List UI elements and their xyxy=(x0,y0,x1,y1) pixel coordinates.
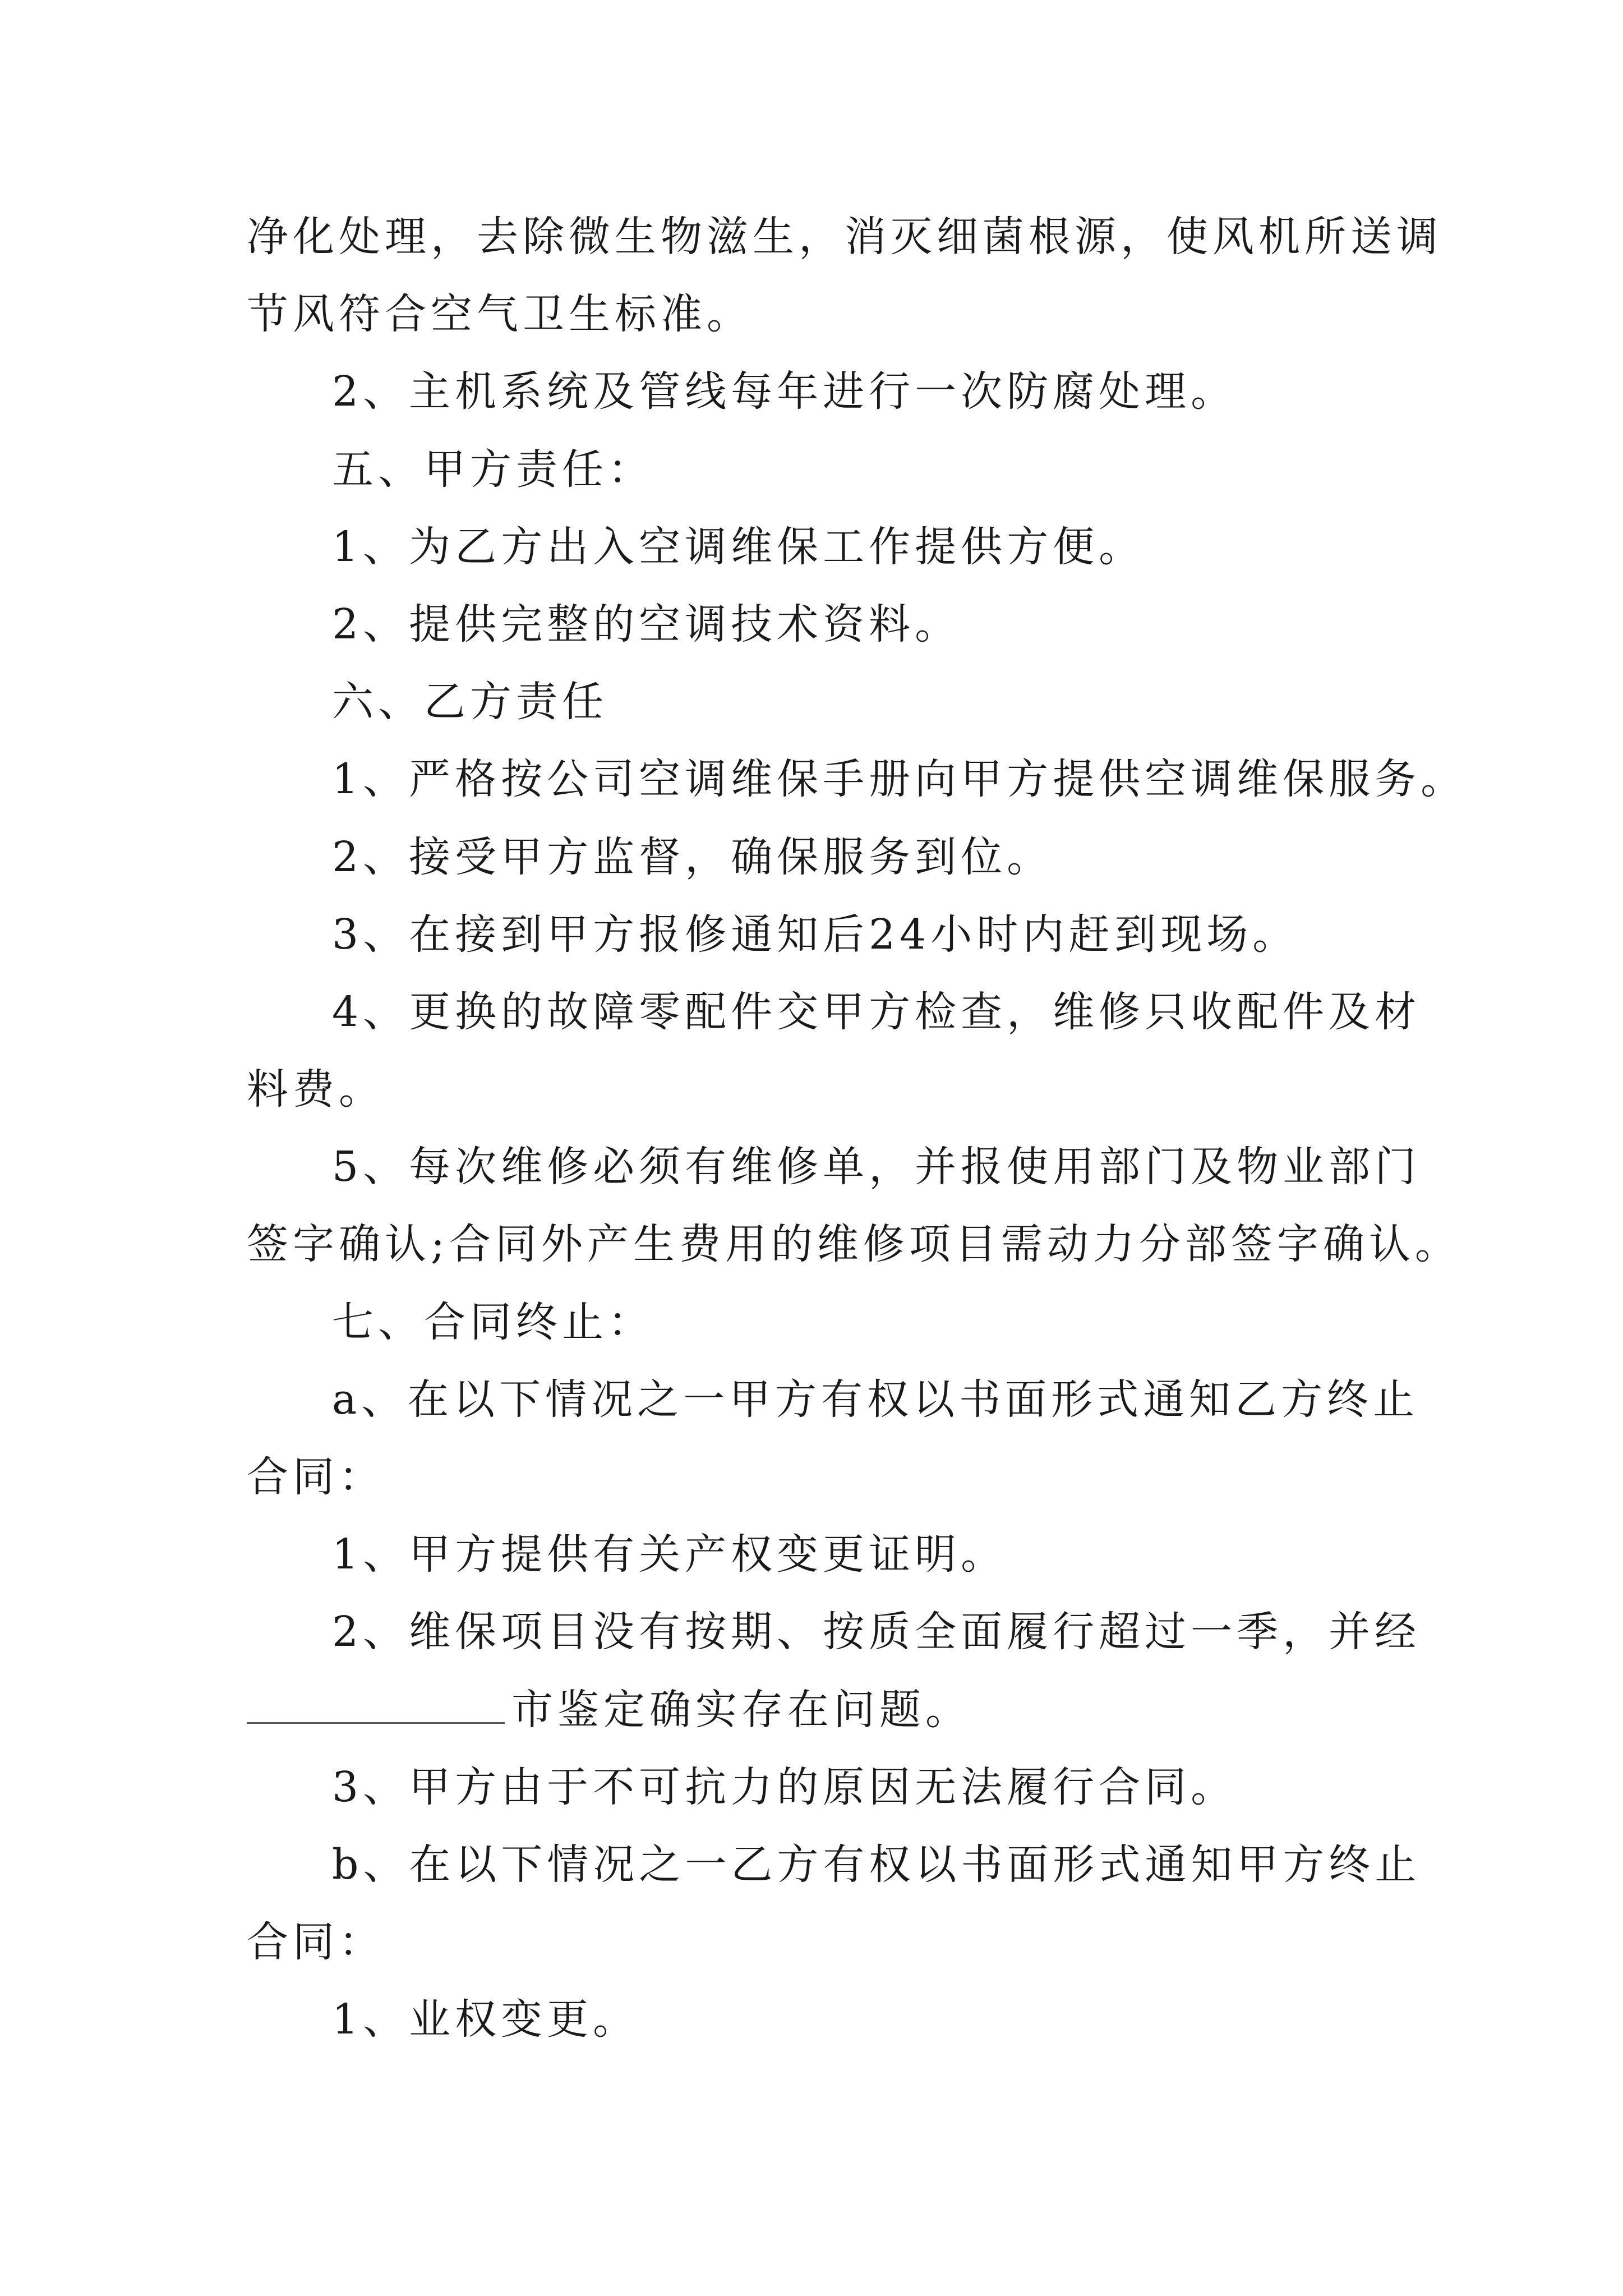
text-line: 2、提供完整的空调技术资料。 xyxy=(332,600,961,648)
text-line: 2、维保项目没有按期、按质全面履行超过一季，并经 xyxy=(332,1608,1421,1656)
section-heading: 六、乙方责任 xyxy=(332,678,608,726)
text-line: 市鉴定确实存在问题。 xyxy=(511,1686,971,1734)
text-line-with-blank xyxy=(247,1682,971,1738)
fill-in-blank xyxy=(247,1688,505,1724)
text-line: 合同： xyxy=(247,1918,385,1966)
text-line: 3、在接到甲方报修通知后24小时内赶到现场。 xyxy=(332,910,1299,959)
text-line: 料费。 xyxy=(247,1065,385,1114)
text-line: 合同： xyxy=(247,1453,385,1501)
text-line: 节风符合空气卫生标准。 xyxy=(247,290,753,338)
text-line: 2、主机系统及管线每年进行一次防腐处理。 xyxy=(332,367,1237,416)
text-line: a、在以下情况之一甲方有权以书面形式通知乙方终止 xyxy=(332,1375,1419,1424)
text-line: 1、严格按公司空调维保手册向甲方提供空调维保服务。 xyxy=(332,755,1467,803)
text-line: 净化处理，去除微生物滋生，消灭细菌根源，使风机所送调 xyxy=(247,213,1442,261)
section-heading: 七、合同终止： xyxy=(332,1298,654,1346)
text-line: 1、业权变更。 xyxy=(332,1995,639,2044)
text-line: 4、更换的故障零配件交甲方检查，维修只收配件及材 xyxy=(332,988,1421,1036)
text-line: 签字确认;合同外产生费用的维修项目需动力分部签字确认。 xyxy=(247,1220,1461,1268)
text-line: b、在以下情况之一乙方有权以书面形式通知甲方终止 xyxy=(332,1841,1421,1889)
text-line: 3、甲方由于不可抗力的原因无法履行合同。 xyxy=(332,1763,1237,1811)
text-line: 5、每次维修必须有维修单，并报使用部门及物业部门 xyxy=(332,1143,1421,1191)
text-line: 1、甲方提供有关产权变更证明。 xyxy=(332,1530,1007,1579)
text-line: 2、接受甲方监督，确保服务到位。 xyxy=(332,833,1053,881)
section-heading: 五、甲方责任： xyxy=(332,445,654,494)
text-line: 1、为乙方出入空调维保工作提供方便。 xyxy=(332,523,1145,571)
